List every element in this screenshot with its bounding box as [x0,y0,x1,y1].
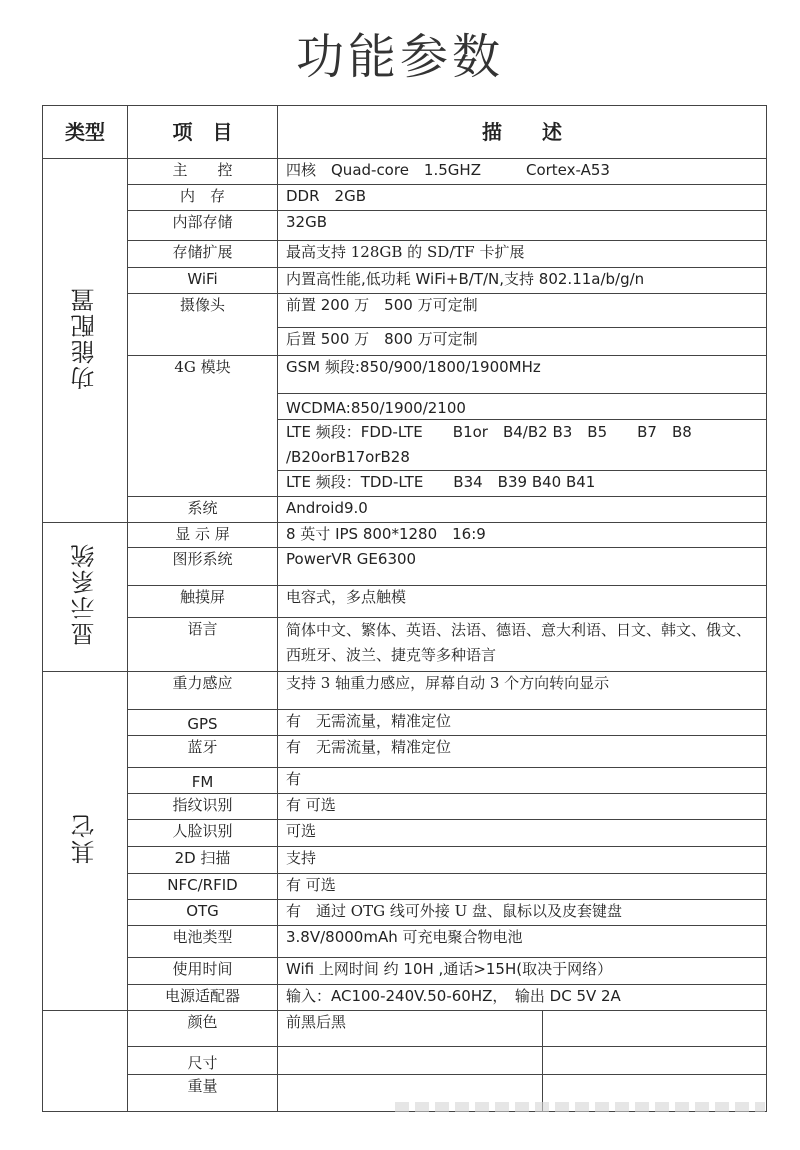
desc-language: 简体中文、繁体、英语、法语、德语、意大利语、日文、韩文、俄文、西班牙、波兰、捷克等多种语言 [278,618,767,672]
desc-usage-time: Wifi 上网时间 约 10H ,通话>15H(取决于网络） [278,958,767,985]
desc-power-adapter: 输入：AC100-240V.50-60HZ， 输出 DC 5V 2A [278,985,767,1011]
table-row [43,586,767,618]
desc-fm: 有 [278,768,767,794]
desc-gps: 有 无需流量，精准定位 [278,710,767,736]
desc-otg: 有 通过 OTG 线可外接 U 盘、鼠标以及皮套键盘 [278,900,767,926]
item-cpu: 主 控 [128,159,278,185]
table-row [43,847,767,874]
desc-touch: 电容式，多点触模 [278,586,767,618]
table-row [43,985,767,1011]
desc-2d-scan: 支持 [278,847,767,874]
faint-watermark-strip [395,1102,765,1112]
page-title: 功能参数 [295,29,504,85]
desc-lte-fdd: LTE 频段：FDD-LTE B1or B4/B2 B3 B5 B7 B8 /B20orB17orB28 [278,420,767,471]
item-touch: 触摸屏 [128,586,278,618]
header-item: 项 目 [128,106,278,159]
section-label-blank [43,1011,128,1112]
table-row [43,900,767,926]
table-row [43,185,767,211]
item-storage: 内部存储 [128,211,278,241]
item-os: 系统 [128,497,278,523]
table-row [43,768,767,794]
desc-lte-tdd: LTE 频段：TDD-LTE B34 B39 B40 B41 [278,471,767,497]
item-screen: 显 示 屏 [128,523,278,548]
item-power-adapter: 电源适配器 [128,985,278,1011]
table-row [43,710,767,736]
table-row [43,523,767,548]
desc-storage-ext: 最高支持 128GB 的 SD/TF 卡扩展 [278,241,767,268]
item-fingerprint: 指纹识别 [128,794,278,820]
item-weight: 重量 [128,1075,278,1112]
table-row [43,618,767,672]
item-wifi: WiFi [128,268,278,294]
item-bluetooth: 蓝牙 [128,736,278,768]
item-language: 语言 [128,618,278,672]
desc-size [278,1047,543,1075]
table-row [43,497,767,523]
table-row [43,1047,767,1075]
item-otg: OTG [128,900,278,926]
desc-fingerprint: 有 可选 [278,794,767,820]
desc-ram: DDR 2GB [278,185,767,211]
item-battery: 电池类型 [128,926,278,958]
table-header [43,106,767,159]
desc-color: 前黑后黑 [278,1011,543,1047]
table-row [43,211,767,241]
table-row [43,1011,767,1047]
table-row [43,926,767,958]
desc-wifi: 内置高性能,低功耗 WiFi+B/T/N,支持 802.11a/b/g/n [278,268,767,294]
desc-storage: 32GB [278,211,767,241]
header-type: 类型 [43,106,128,159]
item-ram: 内 存 [128,185,278,211]
table-row [43,820,767,847]
table-row [43,958,767,985]
table-row [43,268,767,294]
item-face-id: 人脸识别 [128,820,278,847]
table-row [43,294,767,328]
section-label-display: 显示系统 [43,523,128,672]
item-camera: 摄像头 [128,294,278,356]
table-row [43,548,767,586]
item-storage-ext: 存储扩展 [128,241,278,268]
item-4g-module: 4G 模块 [128,356,278,497]
desc-camera-front: 前置 200 万 500 万可定制 [278,294,767,328]
table-row [43,356,767,394]
desc-bluetooth: 有 无需流量，精准定位 [278,736,767,768]
desc-nfc: 有 可选 [278,874,767,900]
item-gps: GPS [128,710,278,736]
item-size: 尺寸 [128,1047,278,1075]
desc-color-extra [543,1011,767,1047]
item-2d-scan: 2D 扫描 [128,847,278,874]
desc-cpu: 四核 Quad-core 1.5GHZ Cortex-A53 [278,159,767,185]
desc-os: Android9.0 [278,497,767,523]
desc-wcdma: WCDMA:850/1900/2100 [278,394,767,420]
section-label-function: 功能配置 [43,159,128,523]
desc-gpu: PowerVR GE6300 [278,548,767,586]
section-label-other: 其它 [43,672,128,1011]
table-row [43,736,767,768]
table-row [43,672,767,710]
table-row [43,241,767,268]
item-nfc: NFC/RFID [128,874,278,900]
desc-screen: 8 英寸 IPS 800*1280 16:9 [278,523,767,548]
desc-camera-rear: 后置 500 万 800 万可定制 [278,328,767,356]
table-row [43,159,767,185]
table-row [43,874,767,900]
item-gpu: 图形系统 [128,548,278,586]
desc-face-id: 可选 [278,820,767,847]
item-color: 颜色 [128,1011,278,1047]
item-gravity: 重力感应 [128,672,278,710]
header-desc: 描 述 [278,106,767,159]
table-row [43,794,767,820]
desc-gravity: 支持 3 轴重力感应，屏幕自动 3 个方向转向显示 [278,672,767,710]
desc-size-extra [543,1047,767,1075]
item-usage-time: 使用时间 [128,958,278,985]
item-fm: FM [128,768,278,794]
desc-battery: 3.8V/8000mAh 可充电聚合物电池 [278,926,767,958]
spec-table [42,105,767,1112]
desc-gsm: GSM 频段:850/900/1800/1900MHz [278,356,767,394]
